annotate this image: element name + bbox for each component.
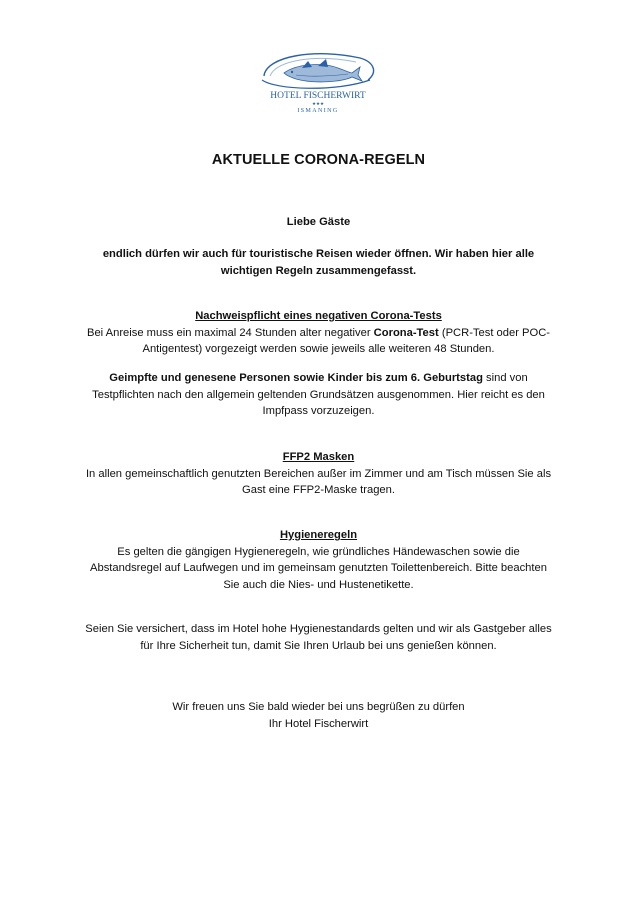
intro-line: endlich dürfen wir auch für touristische Reisen wieder öffnen. Wir haben hier alle — [102, 248, 535, 260]
page-title: AKTUELLE CORONA-REGELN — [211, 152, 426, 168]
closing-paragraph — [60, 699, 577, 732]
logo-place: ISMANING — [297, 108, 339, 114]
text-fragment: sind von — [482, 372, 528, 384]
hotel-logo — [256, 46, 380, 114]
intro-line: wichtigen Regeln zusammengefasst. — [220, 264, 417, 277]
section-text-line: Sie auch die Nies- und Hustenetikette. — [223, 578, 414, 591]
section-heading: Nachweispflicht eines negativen Corona-Tests — [195, 310, 442, 322]
signature-line: Ihr Hotel Fischerwirt — [268, 717, 369, 730]
greeting: Liebe Gäste — [286, 216, 351, 228]
text-fragment: Bei Anreise muss ein maximal 24 Stunden alter negativer — [86, 326, 374, 339]
section-text-line — [60, 325, 577, 342]
logo-hotel-name: HOTEL FISCHERWIRT — [270, 91, 366, 101]
intro-paragraph — [60, 246, 577, 279]
bold-fragment: Corona-Test — [373, 326, 439, 339]
section-test-requirement — [60, 308, 577, 358]
assurance-paragraph — [60, 621, 577, 654]
section-text-line: Gast eine FFP2-Maske tragen. — [242, 484, 395, 496]
closing-line: Wir freuen uns Sie bald wieder bei uns begrüßen zu dürfen — [172, 701, 465, 713]
section-heading: Hygieneregeln — [279, 529, 358, 541]
section-exemptions — [60, 370, 577, 420]
section-heading: FFP2 Masken — [282, 451, 355, 463]
section-hygiene — [60, 527, 577, 593]
section-ffp2-masks — [60, 449, 577, 499]
assurance-line: für Ihre Sicherheit tun, damit Sie Ihren Urlaub bei uns genießen können. — [140, 639, 497, 652]
section-text-line: Es gelten die gängigen Hygieneregeln, wie gründliches Händewaschen sowie die — [117, 545, 520, 558]
text-fragment: (PCR-Test oder POC- — [438, 326, 551, 339]
section-text-line: Abstandsregel auf Laufwegen und im gemeinsam genutzten Toilettenbereich. Bitte beachten — [90, 562, 547, 574]
logo-stars: ★★★ — [311, 102, 325, 107]
section-text-line — [60, 370, 577, 387]
bold-fragment: Geimpfte und genesene Personen sowie Kinder bis zum 6. Geburtstag — [109, 372, 483, 384]
section-text-line: Testpflichten nach den allgemein geltenden Grundsätzen ausgenommen. Hier reicht es den — [92, 388, 545, 401]
assurance-line: Seien Sie versichert, dass im Hotel hohe Hygienestandards gelten und wir als Gastgeber alles — [85, 623, 552, 635]
fish-emblem-icon — [256, 46, 380, 114]
section-text-line: In allen gemeinschaftlich genutzten Bereichen außer im Zimmer und am Tisch müssen Sie als — [85, 467, 552, 480]
section-text-line: Impfpass vorzuzeigen. — [262, 405, 375, 417]
section-text-line: Antigentest) vorgezeigt werden sowie jeweils alle weiteren 48 Stunden. — [142, 343, 495, 355]
